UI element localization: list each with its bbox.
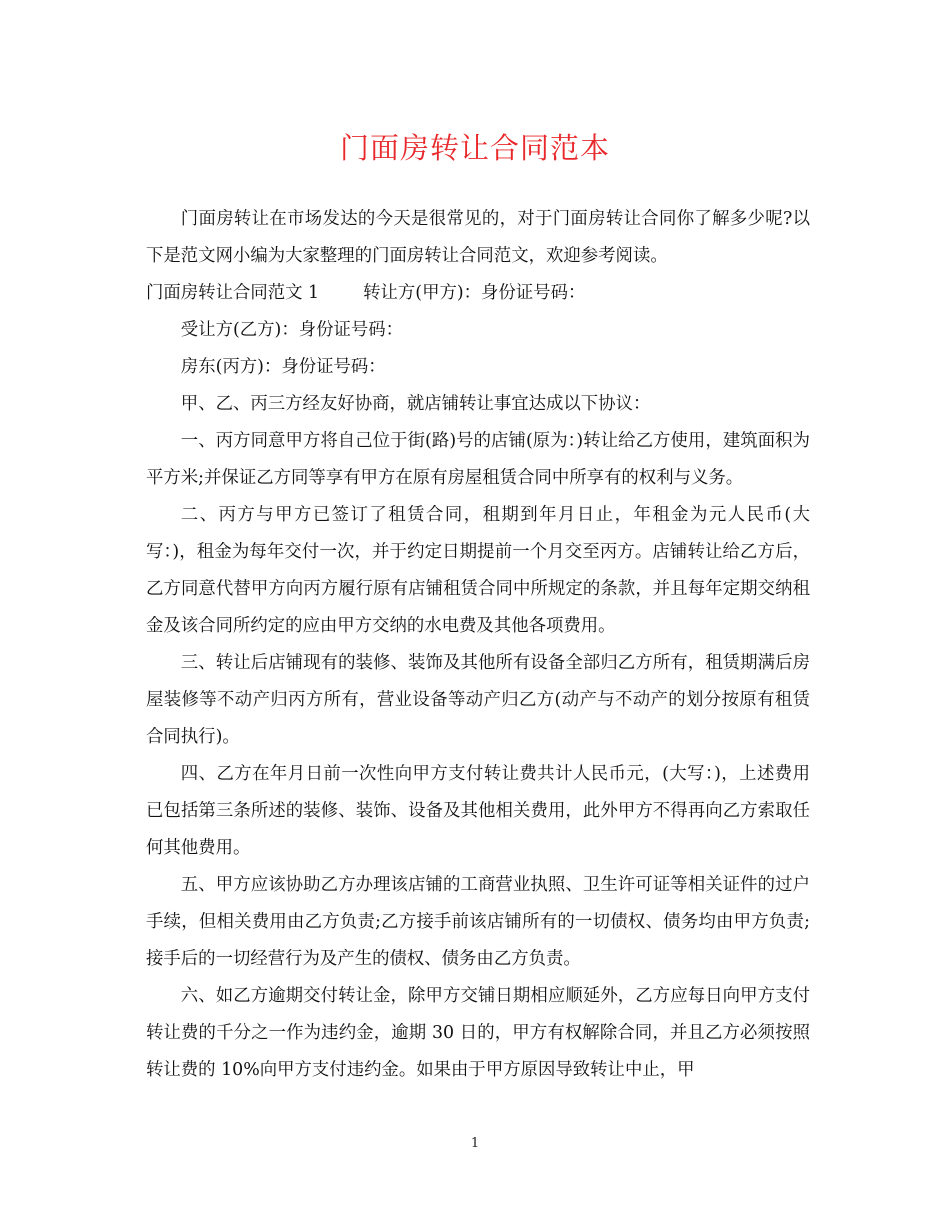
clause-2: 二、丙方与甲方已签订了租赁合同，租期到年月日止，年租金为元人民币(大写：)，租金为每年交付一次，并于约定日期提前一个月交至丙方。店铺转让给乙方后，乙方同意代替甲方向丙方履行原有店铺租赁合同中所规定的条款，并且每年定期交纳租金及该合同所约定的应由甲方交纳的水电费及其他各项费用。: [146, 505, 810, 636]
agreement-intro: 甲、乙、丙三方经友好协商，就店铺转让事宜达成以下协议：: [180, 394, 651, 414]
sample-heading-line: [146, 275, 810, 312]
document-body: [146, 201, 810, 1089]
clause-3: 三、转让后店铺现有的装修、装饰及其他所有设备全部归乙方所有，租赁期满后房屋装修等不动产归丙方所有，营业设备等动产归乙方(动产与不动产的划分按原有租赁合同执行)。: [146, 653, 810, 747]
sample-heading: 门面房转让合同范文 1: [146, 283, 320, 303]
intro-paragraph: 门面房转让在市场发达的今天是很常见的，对于门面房转让合同你了解多少呢?以下是范文网小编为大家整理的门面房转让合同范文，欢迎参考阅读。: [146, 209, 810, 266]
clause-4: 四、乙方在年月日前一次性向甲方支付转让费共计人民币元，(大写：)，上述费用已包括第三条所述的装修、装饰、设备及其他相关费用，此外甲方不得再向乙方索取任何其他费用。: [146, 764, 810, 858]
clause-5: 五、甲方应该协助乙方办理该店铺的工商营业执照、卫生许可证等相关证件的过户手续，但相关费用由乙方负责;乙方接手前该店铺所有的一切债权、债务均由甲方负责;接手后的一切经营行为及产生的债权、债务由乙方负责。: [146, 875, 810, 969]
page-number: 1: [470, 1136, 480, 1151]
clause-1: 一、丙方同意甲方将自己位于街(路)号的店铺(原为：)转让给乙方使用，建筑面积为平方米;并保证乙方同等享有甲方在原有房屋租赁合同中所享有的权利与义务。: [146, 431, 810, 488]
party-c-line: 房东(丙方)：身份证号码：: [180, 357, 386, 377]
party-b-line: 受让方(乙方)：身份证号码：: [180, 320, 404, 340]
clause-6: 六、如乙方逾期交付转让金，除甲方交铺日期相应顺延外，乙方应每日向甲方支付转让费的千分之一作为违约金，逾期 30 日的，甲方有权解除合同，并且乙方必须按照转让费的 10%向甲方支付违约金。如果由于甲方原因导致转让中止，甲: [146, 986, 810, 1080]
party-a-line: 转让方(甲方)：身份证号码：: [363, 283, 586, 303]
document-title: 门面房转让合同范本: [339, 131, 610, 165]
